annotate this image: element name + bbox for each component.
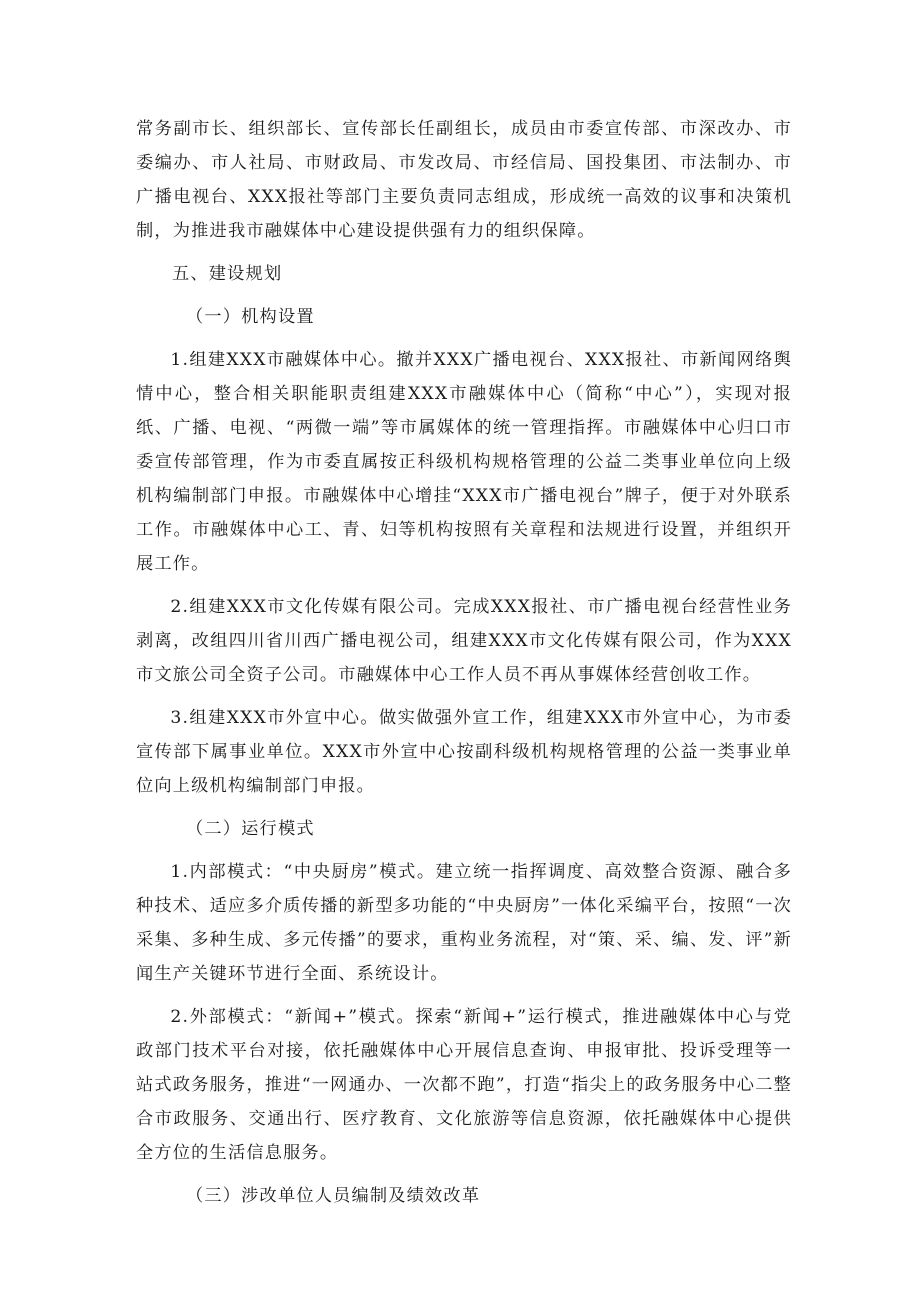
paragraph-item-1-1: 1.组建XXX市融媒体中心。撤并XXX广播电视台、XXX报社、市新闻网络舆情中心，整合相关职能职责组建XXX市融媒体中心（简称“中心”），实现对报纸、广播、电视、“两微一端”等市属媒体的统一管理指挥。市融媒体中心归口市委宣传部管理，作为市委直属按正科级机构规格管理的公益二类事业单位向上级机构编制部门申报。市融媒体中心增挂“XXX市广播电视台”牌子，便于对外联系工作。市融媒体中心工、青、妇等机构按照有关章程和法规进行设置，并组织开展工作。: [136, 350, 792, 574]
paragraph-item-1-3: 3.组建XXX市外宣中心。做实做强外宣工作，组建XXX市外宣中心，为市委宣传部下属事业单位。XXX市外宣中心按副科级机构规格管理的公益一类事业单位向上级机构编制部门申报。: [136, 708, 792, 796]
paragraph-item-2-2: 2.外部模式：“新闻+”模式。探索“新闻+”运行模式，推进融媒体中心与党政部门技术平台对接，依托融媒体中心开展信息查询、申报审批、投诉受理等一站式政务服务，推进“一网通办、一次都不跑”，打造“指尖上的政务服务中心二整合市政服务、交通出行、医疗教育、文化旅游等信息资源，依托融媒体中心提供全方位的生活信息服务。: [136, 1007, 792, 1163]
subsection-heading-operation-mode: （二）运行模式: [186, 819, 315, 839]
subsection-heading-organization: （一）机构设置: [186, 307, 315, 327]
paragraph-leading-group: 常务副市长、组织部长、宣传部长任副组长，成员由市委宣传部、市深改办、市委编办、市人社局、市财政局、市发改局、市经信局、国投集团、市法制办、市广播电视台、XXX报社等部门主要负责同志组成，形成统一高效的议事和决策机制，为推进我市融媒体中心建设提供强有力的组织保障。: [136, 119, 792, 241]
subsection-heading-staffing-reform: （三）涉改单位人员编制及绩效改革: [186, 1186, 481, 1206]
paragraph-item-1-2: 2.组建XXX市文化传媒有限公司。完成XXX报社、市广播电视台经营性业务剥离，改组四川省川西广播电视公司，组建XXX市文化传媒有限公司，作为XXX市文旅公司全资子公司。市融媒体中心工作人员不再从事媒体经营创收工作。: [136, 597, 792, 685]
paragraph-item-2-1: 1.内部模式：“中央厨房”模式。建立统一指挥调度、高效整合资源、融合多种技术、适应多介质传播的新型多功能的“中央厨房”一体化采编平台，按照“一次采集、多种生成、多元传播”的要求，重构业务流程，对“策、采、编、发、评”新闻生产关键环节进行全面、系统设计。: [136, 862, 792, 984]
section-heading-construction-plan: 五、建设规划: [172, 264, 283, 284]
